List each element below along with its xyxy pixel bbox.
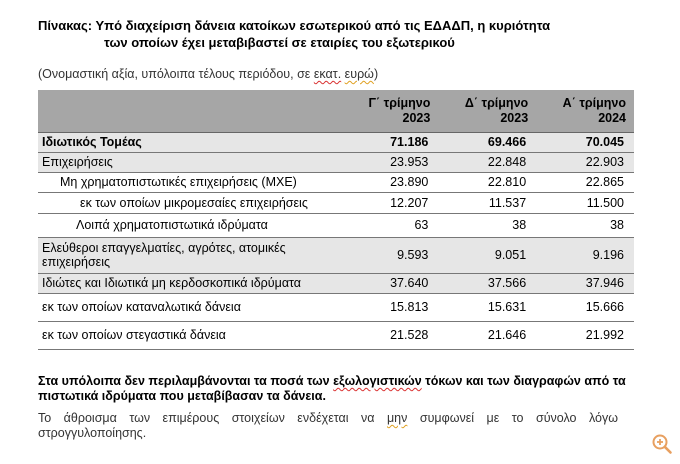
title-line-1: Πίνακας: Υπό διαχείριση δάνεια κατοίκων εσωτερικού από τις ΕΔΑΔΠ, η κυριότητα [38, 18, 551, 33]
title-line-2: των οποίων έχει μεταβιβαστεί σε εταιρίες του εξωτερικού [104, 35, 455, 50]
header-col-q3-2023 [341, 90, 439, 132]
cell-value: 21.528 [341, 321, 439, 349]
table-row [38, 321, 634, 349]
cell-value: 23.953 [341, 152, 439, 172]
cell-value: 12.207 [341, 192, 439, 213]
cell-value: 22.865 [536, 172, 634, 192]
footnote-spellcheck-word: μην [386, 411, 408, 425]
header-period: Γ΄ τρίμηνο [368, 95, 431, 110]
footnote-text: συμφωνεί με το σύνολο λόγω στρογγυλοποίησης. [38, 411, 619, 440]
cell-value: 37.946 [536, 273, 634, 293]
footnote-text: Στα υπόλοιπα δεν περιλαμβάνονται τα ποσά των [38, 374, 334, 388]
row-label: εκ των οποίων μικρομεσαίες επιχειρήσεις [38, 192, 341, 213]
header-year: 2024 [598, 110, 626, 125]
cell-value: 69.466 [438, 132, 536, 152]
header-period: Δ΄ τρίμηνο [464, 95, 529, 110]
cell-value: 22.903 [536, 152, 634, 172]
cell-value: 9.196 [536, 237, 634, 273]
table-row [38, 152, 634, 172]
table-row [38, 132, 634, 152]
table-row [38, 273, 634, 293]
loans-table [38, 90, 634, 350]
header-year: 2023 [500, 110, 529, 125]
cell-value: 15.631 [438, 293, 536, 321]
table-title [38, 17, 658, 51]
row-label: Ιδιωτικός Τομέας [38, 132, 341, 152]
table-row [38, 213, 634, 237]
cell-value: 22.810 [438, 172, 536, 192]
footnote-exclusions [38, 374, 638, 404]
zoom-in-icon[interactable] [650, 432, 674, 456]
footnote-spellcheck-word: εξωλογιστικών [333, 374, 422, 388]
table-row [38, 293, 634, 321]
footnote-text: Το άθροισμα των επιμέρους στοιχείων ενδέχεται να [38, 411, 387, 425]
cell-value: 23.890 [341, 172, 439, 192]
header-year: 2023 [402, 110, 431, 125]
cell-value: 22.848 [438, 152, 536, 172]
cell-value: 9.051 [438, 237, 536, 273]
table-row [38, 237, 634, 273]
row-label: Επιχειρήσεις [38, 152, 341, 172]
subtitle-spellcheck-word-2: ευρώ [344, 67, 374, 81]
cell-value: 21.992 [536, 321, 634, 349]
cell-value: 15.666 [536, 293, 634, 321]
cell-value: 37.640 [341, 273, 439, 293]
header-period: Α΄ τρίμηνο [562, 95, 626, 110]
cell-value: 70.045 [536, 132, 634, 152]
cell-value: 38 [438, 213, 536, 237]
row-label: Λοιπά χρηματοπιστωτικά ιδρύματα [38, 213, 341, 237]
row-label: Ελεύθεροι επαγγελματίες, αγρότες, ατομικές επιχειρήσεις [38, 237, 341, 273]
row-label: εκ των οποίων καταναλωτικά δάνεια [38, 293, 341, 321]
subtitle-suffix: ) [373, 67, 379, 81]
table-row [38, 172, 634, 192]
footnote-text: τόκων και των διαγραφών από τα πιστωτικά ιδρύματα που μεταβίβασαν τα δάνεια. [38, 374, 626, 403]
row-label: Ιδιώτες και Ιδιωτικά μη κερδοσκοπικά ιδρύματα [38, 273, 341, 293]
header-col-q4-2023 [438, 90, 536, 132]
cell-value: 37.566 [438, 273, 536, 293]
footnote-rounding [38, 411, 618, 441]
cell-value: 9.593 [341, 237, 439, 273]
header-corner [38, 90, 341, 132]
cell-value: 11.537 [438, 192, 536, 213]
cell-value: 71.186 [341, 132, 439, 152]
subtitle-prefix: (Ονομαστική αξία, υπόλοιπα τέλους περιόδου, σε [38, 67, 314, 81]
header-col-q1-2024 [536, 90, 634, 132]
subtitle-spellcheck-word-1: εκατ. [313, 67, 342, 81]
zoom-in-icon-graphic [650, 432, 674, 456]
table-subtitle [38, 67, 378, 81]
cell-value: 15.813 [341, 293, 439, 321]
header-row [38, 90, 634, 132]
cell-value: 21.646 [438, 321, 536, 349]
row-label: Μη χρηματοπιστωτικές επιχειρήσεις (ΜΧΕ) [38, 172, 341, 192]
cell-value: 63 [341, 213, 439, 237]
table-row [38, 192, 634, 213]
cell-value: 11.500 [536, 192, 634, 213]
row-label: εκ των οποίων στεγαστικά δάνεια [38, 321, 341, 349]
cell-value: 38 [536, 213, 634, 237]
